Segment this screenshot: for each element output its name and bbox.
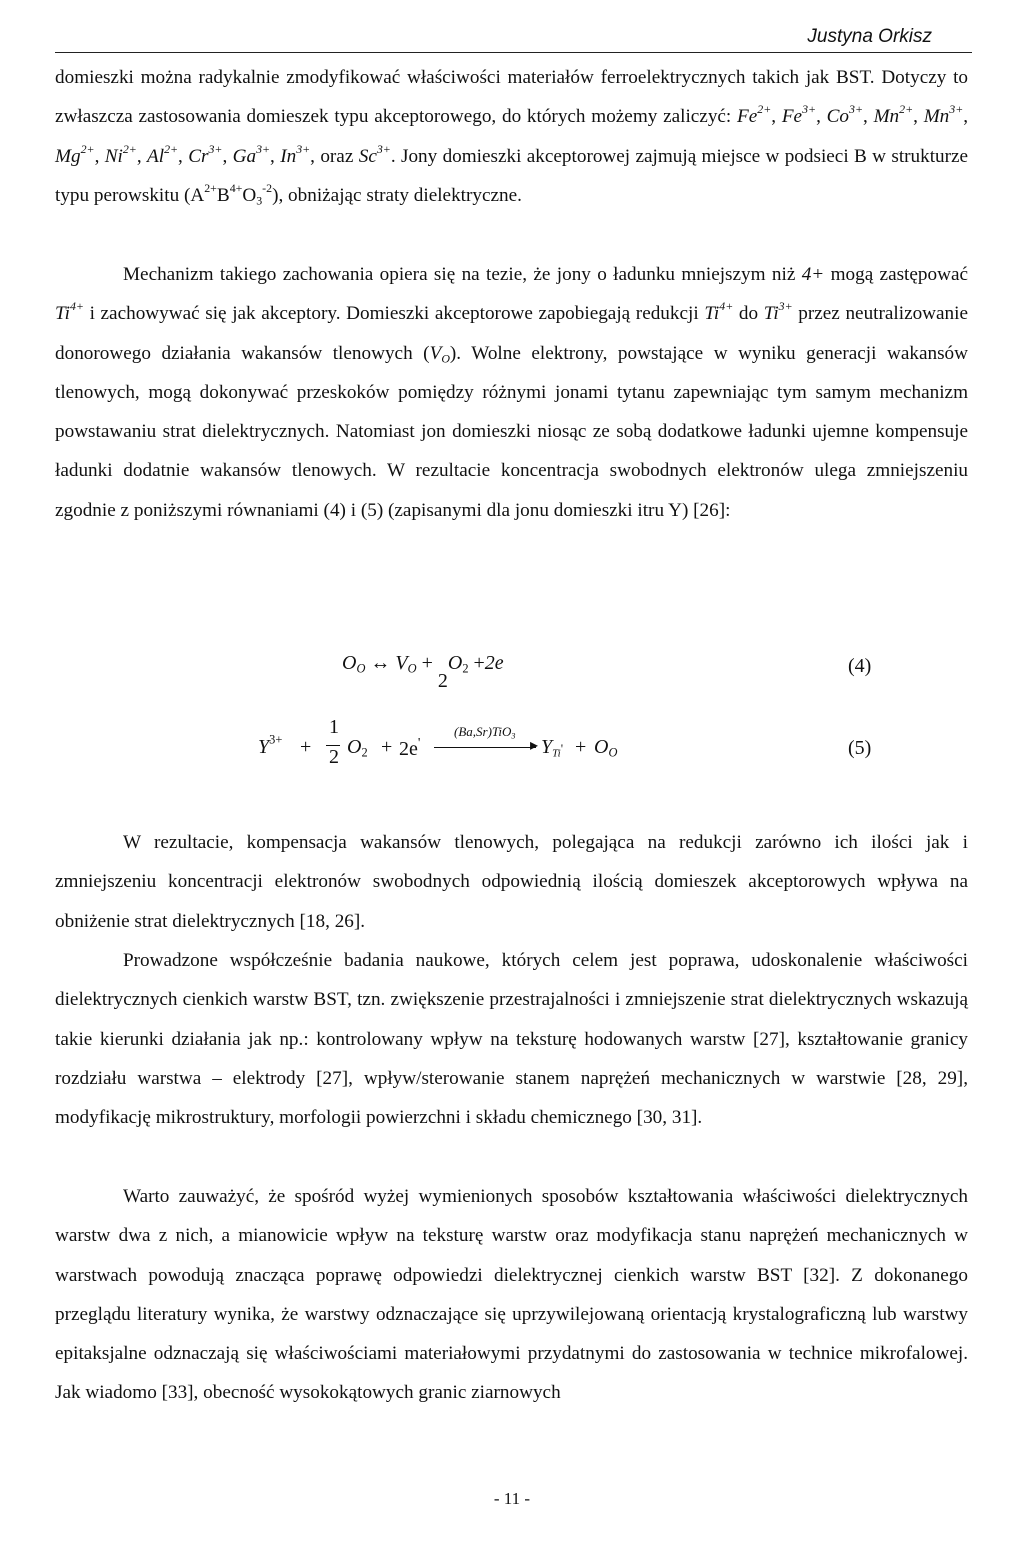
header-author: Justyna Orkisz — [807, 26, 932, 47]
paragraph-4: Prowadzone współcześnie badania naukowe, których celem jest poprawa, udoskonalenie właściwości dielektrycznych cienkich warstw BST, tzn. zwiększenie przestrajalności i zmniejszenie strat dielektrycznych wskazują takie kierunki działania jak np.: kontrolowany wpływ na teksturę hodowanych warstw [27], kształtowanie granicy rozdziału warstwa – elektrody [27], wpływ/sterowanie stanem naprężeń mechanicznych w warstwie [28, 29], modyfikację mikrostruktury, morfologii powierzchni i składu chemicznego [30, 31]. — [55, 950, 968, 1129]
equation-5: $Y^{3+}$ + 1 2 $O_2$ + 2e' (Ba,Sr)TiO$_3$ ▸ $Y_{Ti}'$ + $O_O$ — [258, 716, 618, 768]
ion-sc: $Sc^{3+}$ — [358, 141, 391, 167]
paragraph-3: W rezultacie, kompensacja wakansów tlenowych, polegająca na redukcji zarówno ich ilości jak i zmniejszeniu koncentracji elektronów swobodnych odpowiednią ilością domieszek akceptorowych wpływa na obniżenie strat dielektrycznych [18, 26]. — [55, 832, 968, 932]
paragraph-2: Mechanizm takiego zachowania opiera się na tezie, że jony o ładunku mniejszym niż 4+ mogą zastępować $Ti^{4+}$ i zachowywać się jak akceptory. Domieszki akceptorowe zapobiegają redukcji $Ti^{4+}$ do $Ti^{3+}$ przez neutralizowanie donorowego działania wakansów tlenowych $(V_O)$. Wolne elektrony, powstające w wyniku generacji wakansów tlenowych, mogą dokonywać przeskoków pomiędzy różnymi jonami tytanu zapewniając tym samym mechanizm powstawaniu strat dielektrycznych. Natomiast jon domieszki niosąc ze sobą dodatkowe ładunki ujemne kompensuje ładunki dodatnie wakansów tlenowych. W rezultacie koncentracja swobodnych elektronów ulega zmniejszeniu zgodnie z poniższymi równaniami (4) i (5) (zapisanymi dla jonu domieszki itru Y) [26]: — [55, 264, 968, 521]
ion-ti4: $Ti^{4+}$ — [55, 299, 84, 325]
ion-list: $Fe^{2+}$, $Fe^{3+}$, $Co^{3+}$, $Mn^{2+}$, $Mn^{3+}$, $Mg^{2+}$, $Ni^{2+}$, $Al^{2+}$, $Cr^{3+}$, $Ga^{3+}$, $In^{3+}$, — [55, 102, 969, 167]
oxygen-vacancy: $V_O$ — [429, 342, 450, 366]
ion-ti4-b: $Ti^{4+}$ — [704, 299, 734, 325]
ion-mn: $Mn^{3+}$ — [923, 102, 964, 128]
equation-5-number: (5) — [848, 737, 872, 759]
equation-4-number: (4) — [848, 655, 872, 677]
ion-ni: $Ni^{2+}$ — [104, 141, 137, 167]
paragraph-1: domieszki można radykalnie zmodyfikować właściwości materiałów ferroelektrycznych takich jak BST. Dotyczy to zwłaszcza zastosowania domieszek typu akceptorowego, do których możemy zaliczyć: $Fe^{2+}$, $Fe^{3+}$, $Co^{3+}$, $Mn^{2+}$, $Mn^{3+}$, $Mg^{2+}$, $Ni^{2+}$, $Al^{2+}$, $Cr^{3+}$, $Ga^{3+}$, $In^{3+}$, oraz $Sc^{3+}$. Jony domieszki akceptorowej zajmują miejsce w podsieci B w strukturze typu perowskitu $(A^{2+}B^{4+}O_3^{-2})$, obniżając straty dielektryczne. — [55, 67, 969, 208]
ion-fe: $Fe^{2+}$ — [737, 102, 772, 128]
ion-cr: $Cr^{3+}$ — [188, 141, 223, 167]
ion-in: $In^{3+}$ — [280, 141, 311, 167]
paragraph-5: Warto zauważyć, że spośród wyżej wymienionych sposobów kształtowania właściwości dielektrycznych warstw dwa z nich, a mianowicie wpływ na teksturę warstw oraz modyfikacja stanu naprężeń mechanicznych w warstwach powodują znacząca poprawę odpowiedzi dielektrycznej cienkich warstw BST [32]. Z dokonanego przeglądu literatury wynika, że warstwy odznaczające się uprzywilejowaną orientacją krystalograficzną lub warstwy epitaksjalne odznaczają się właściwościami materiałowymi przydatnymi do zastosowania w technice mikrofalowej. Jak wiadomo [33], obecność wysokokątowych granic ziarnowych — [55, 1186, 968, 1404]
ion-ga: $Ga^{3+}$ — [232, 141, 271, 167]
ion-mg: $Mg^{2+}$ — [55, 141, 95, 167]
ion-ti3: $Ti^{3+}$ — [763, 299, 793, 325]
ion-mn: $Mn^{2+}$ — [873, 102, 914, 128]
ion-fe: $Fe^{3+}$ — [781, 102, 817, 128]
ion-co: $Co^{3+}$ — [826, 102, 864, 128]
page-number: - 11 - — [493, 1489, 531, 1508]
equation-4: $O_O$ ↔ $V_O + 2O_2 +2e$ — [342, 652, 504, 692]
running-header — [55, 24, 972, 53]
ion-al: $Al^{2+}$ — [147, 141, 179, 167]
